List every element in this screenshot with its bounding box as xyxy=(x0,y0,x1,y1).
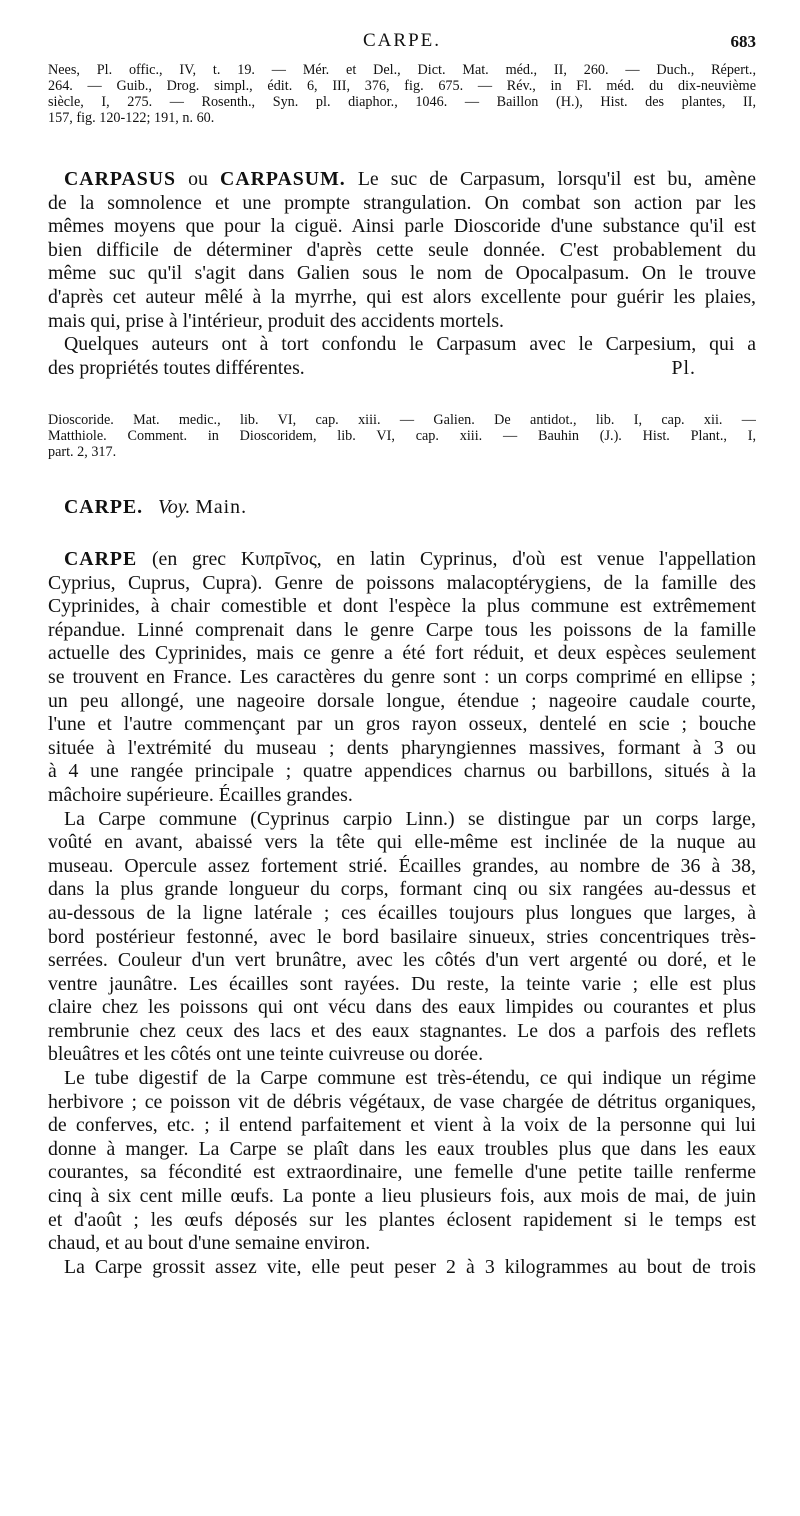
entry-headword-variant: CARPASUM. xyxy=(220,168,346,190)
reference-line: part. 2, 317. xyxy=(48,444,117,460)
see-also: Voy. xyxy=(157,496,191,518)
body-line: serrées. Couleur d'un vert brunâtre, avec les côtés d'un vert argenté ou doré, et le xyxy=(48,949,756,972)
body-line: de la somnolence et une prompte strangulation. On combat son action par les xyxy=(48,191,756,214)
page-number: 683 xyxy=(730,32,756,51)
body-line-with-signature xyxy=(48,357,756,381)
reference-line: 157, fig. 120-122; 191, n. 60. xyxy=(48,110,215,126)
body-line: cinq à six cent mille œufs. La ponte a lieu plusieurs fois, aux mois de mai, de juin xyxy=(48,1185,756,1208)
body-line: claire chez les poissons qui ont vécu dans des eaux limpides ou courantes et plus xyxy=(48,996,756,1019)
entry-headword: CARPE. xyxy=(64,496,144,518)
body-line: courantes, sa fécondité est extraordinaire, une femelle d'une petite taille renferme xyxy=(48,1161,756,1184)
body-line: herbivore ; ce poisson vit de débris végétaux, de vase chargée de détritus organiques, xyxy=(48,1090,756,1113)
body-line: rembrunie chez ceux des lacs et des eaux stagnantes. Le dos a parfois des reflets xyxy=(48,1019,756,1042)
body-line: se trouvent en France. Les caractères du genre sont : un corps comprimé en ellipse ; xyxy=(48,665,756,688)
body-line: actuelle des Cyprinides, mais ce genre a été fort réduit, et deux espèces seulement xyxy=(48,642,756,665)
references-mid xyxy=(48,412,756,460)
entry-connector: ou xyxy=(188,168,208,190)
running-title: CARPE. xyxy=(363,30,441,51)
reference-line: Dioscoride. Mat. medic., lib. VI, cap. xiii. — Galien. De antidot., lib. I, cap. xii. — xyxy=(48,412,756,428)
body-line: Cyprius, Cuprus, Cupra). Genre de poissons malacoptérygiens, de la famille des xyxy=(48,571,756,594)
body-line: bien difficile de déterminer d'après cette seule donnée. C'est probablement du xyxy=(48,238,756,261)
body-line: dans la plus grande longueur du corps, formant cinq ou six rangées au-dessus et xyxy=(48,878,756,901)
body-line: Le tube digestif de la Carpe commune est très-étendu, ce qui indique un régime xyxy=(64,1067,756,1090)
body-line: l'une et l'autre commençant par un gros rayon osseux, dentelé en scie ; bouche xyxy=(48,713,756,736)
body-line: de conferves, etc. ; il entend parfaitement et vient à la voix de la personne qui lui xyxy=(48,1114,756,1137)
reference-line: siècle, I, 275. — Rosenth., Syn. pl. diaphor., 1046. — Baillon (H.), Hist. des plantes, II, xyxy=(48,94,756,110)
body-line: mâchoire supérieure. Écailles grandes. xyxy=(48,783,353,806)
body-line: bord postérieur festonné, avec le bord basilaire sinueux, stries concentriques très- xyxy=(48,925,756,948)
entry-first-line-text: (en grec Κυπρῖνος, en latin Cyprinus, d'où est venue l'appellation xyxy=(151,548,756,570)
entry-carpe xyxy=(48,548,756,1279)
running-head xyxy=(48,30,756,56)
body-line: et d'août ; les œufs déposés sur les plantes éclosent rapidement si le temps est xyxy=(48,1208,756,1231)
references-top xyxy=(48,62,756,126)
entry-first-line xyxy=(48,548,756,572)
entry-headword: CARPASUS xyxy=(64,168,177,190)
cross-reference-line xyxy=(48,496,756,520)
body-line: chaud, et au bout d'une semaine environ. xyxy=(48,1232,371,1255)
body-line: même suc qu'il s'agit dans Galien sous le nom de Opocalpasum. On le trouve xyxy=(48,262,756,285)
body-line: mais qui, prise à l'intérieur, produit des accidents mortels. xyxy=(48,309,504,332)
body-line: d'après cet auteur mêlé à la myrrhe, qui est alors excellente pour guérir les plaies, xyxy=(48,285,756,308)
entry-first-line xyxy=(48,168,756,192)
entry-carpe-crossref xyxy=(48,496,756,520)
body-line: au-dessous de la ligne latérale ; ces écailles toujours plus longues que larges, à xyxy=(48,901,756,924)
body-line: mêmes moyens que pour la ciguë. Ainsi parle Dioscoride d'une substance qu'il est xyxy=(48,215,756,238)
entry-first-line-text: Le suc de Carpasum, lorsqu'il est bu, amène xyxy=(357,168,756,190)
reference-line: Matthiole. Comment. in Dioscoridem, lib. VI, cap. xiii. — Bauhin (J.). Hist. Plant., I, xyxy=(48,428,756,444)
body-line: ventre jaunâtre. Les écailles sont rayées. Du reste, la teinte varie ; elle est plus xyxy=(48,972,756,995)
body-line: La Carpe commune (Cyprinus carpio Linn.) se distingue par un corps large, xyxy=(64,807,756,830)
body-line: répandue. Linné comprenait dans le genre Carpe tous les poissons de la famille xyxy=(48,618,756,641)
body-line: bleuâtres et les côtés ont une teinte cuivreuse ou dorée. xyxy=(48,1043,484,1066)
author-signature: Pl. xyxy=(671,356,696,379)
body-line: Quelques auteurs ont à tort confondu le Carpasum avec le Carpesium, qui a xyxy=(64,333,756,356)
body-line: museau. Opercule assez fortement strié. Écailles grandes, au nombre de 36 à 38, xyxy=(48,854,756,877)
entry-headword: CARPE xyxy=(64,548,138,570)
body-line: un peu allongé, une nageoire dorsale longue, étendue ; nageoire caudale courte, xyxy=(48,689,756,712)
entry-carpasus xyxy=(48,168,756,380)
body-line: Cyprinides, à chair comestible et dont l'espèce la plus commune est extrêmement xyxy=(48,595,756,618)
cross-reference-target: Main. xyxy=(195,496,248,518)
body-line-text: des propriétés toutes différentes. xyxy=(48,356,305,379)
body-line: donne à manger. La Carpe se plaît dans les eaux troubles plus que dans les eaux xyxy=(48,1137,756,1160)
body-line: La Carpe grossit assez vite, elle peut peser 2 à 3 kilogrammes au bout de trois xyxy=(64,1255,756,1278)
body-line: située à l'extrémité du museau ; dents pharyngiennes massives, formant à 3 ou xyxy=(48,736,756,759)
body-line: voûté en avant, abaissé vers la tête qui elle-même est inclinée de la nuque au xyxy=(48,831,756,854)
body-line: à 4 une rangée principale ; quatre appendices charnus ou barbillons, situés à la xyxy=(48,760,756,783)
reference-line: Nees, Pl. offic., IV, t. 19. — Mér. et Del., Dict. Mat. méd., II, 260. — Duch., Répert., xyxy=(48,62,756,78)
reference-line: 264. — Guib., Drog. simpl., édit. 6, III, 376, fig. 675. — Rév., in Fl. méd. du dix-neuvième xyxy=(48,78,756,94)
